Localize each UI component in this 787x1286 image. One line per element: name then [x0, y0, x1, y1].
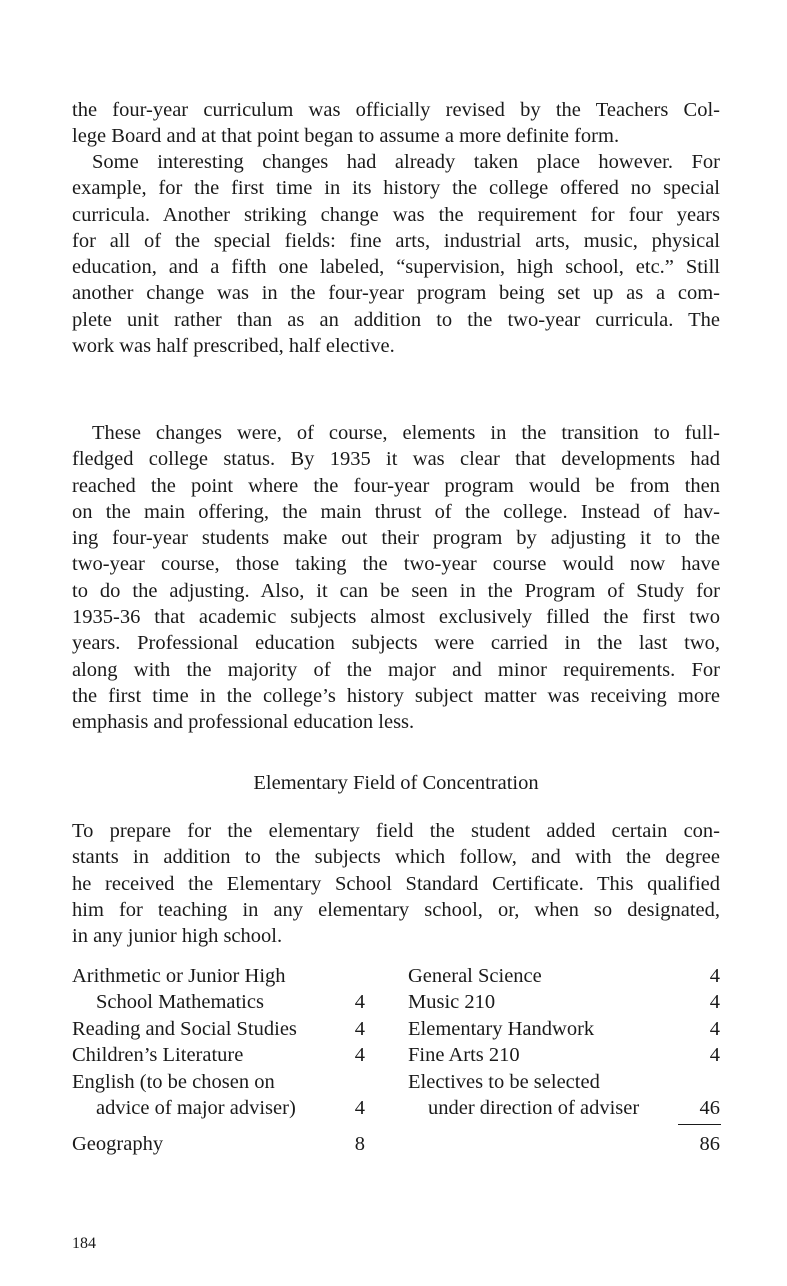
text-line: the four-year curriculum was officially revised by the Teachers Col- [72, 99, 720, 121]
text-line: reached the point where the four-year program would be from then [72, 474, 720, 497]
text-line: plete unit rather than as an addition to the two-year curricula. The [72, 308, 720, 331]
text-line: example, for the first time in its history the college offered no special [72, 177, 720, 200]
course-hours: 46 [699, 1097, 720, 1119]
course-name: Arithmetic or Junior High [72, 965, 286, 987]
text-line: years. Professional education subjects were carried in the last two, [72, 632, 720, 655]
text-line: ing four-year students make out their program by adjusting it to the [72, 527, 720, 550]
text-line: the first time in the college’s history subject matter was receiving more [72, 684, 720, 707]
course-name: General Science [408, 965, 542, 987]
text-line: stants in addition to the subjects which follow, and with the degree [72, 846, 720, 869]
course-name: Geography [72, 1133, 164, 1155]
text-line: 1935-36 that academic subjects almost exclusively filled the first two [72, 606, 720, 629]
course-name: Electives to be selected [408, 1071, 600, 1093]
text-line: work was half prescribed, half elective. [72, 335, 395, 358]
course-hours: 4 [354, 991, 365, 1013]
page-number: 184 [72, 1235, 96, 1252]
course-name: advice of major adviser) [96, 1097, 296, 1119]
course-hours: 4 [709, 991, 720, 1013]
course-name: English (to be chosen on [72, 1071, 275, 1093]
course-hours: 4 [354, 1044, 365, 1066]
text-line: To prepare for the elementary field the student added certain con- [72, 820, 720, 842]
paragraph-4 [72, 818, 720, 949]
total-rule [678, 1124, 721, 1125]
course-hours: 4 [354, 1097, 365, 1119]
course-name: Children’s Literature [72, 1044, 244, 1066]
course-hours: 8 [354, 1133, 365, 1155]
course-hours: 4 [709, 1018, 720, 1040]
text-line: fledged college status. By 1935 it was clear that developments had [72, 448, 720, 471]
course-hours: 4 [354, 1018, 365, 1040]
section-heading: Elementary Field of Concentration [253, 772, 539, 794]
text-line: curricula. Another striking change was the requirement for four years [72, 203, 720, 226]
paragraph-1 [72, 97, 720, 150]
text-line: emphasis and professional education less. [72, 711, 415, 734]
text-line: for all of the special fields: fine arts, industrial arts, music, physical [72, 229, 720, 252]
text-line: two-year course, those taking the two-year course would now have [72, 553, 720, 576]
paragraph-3 [72, 420, 720, 736]
text-line: education, and a fifth one labeled, “supervision, high school, etc.” Still [72, 256, 720, 279]
course-hours: 4 [709, 1044, 720, 1066]
total-hours: 86 [699, 1133, 720, 1155]
text-line: him for teaching in any elementary school, or, when so designated, [72, 898, 720, 921]
text-line: he received the Elementary School Standard Certificate. This qualified [72, 872, 720, 895]
text-line: on the main offering, the main thrust of the college. Instead of hav- [72, 500, 720, 523]
text-line: These changes were, of course, elements in the transition to full- [92, 422, 720, 444]
text-line: another change was in the four-year program being set up as a com- [72, 282, 720, 305]
text-line: lege Board and at that point began to assume a more definite form. [72, 125, 620, 148]
course-name: Reading and Social Studies [72, 1018, 297, 1040]
course-name: Music 210 [408, 991, 496, 1013]
course-name: School Mathematics [96, 991, 264, 1013]
course-hours: 4 [709, 965, 720, 987]
text-line: in any junior high school. [72, 925, 283, 948]
course-name: under direction of adviser [428, 1097, 640, 1119]
paragraph-2 [72, 149, 720, 359]
course-name: Fine Arts 210 [408, 1044, 520, 1066]
text-line: along with the majority of the major and minor requirements. For [72, 658, 720, 681]
text-line: Some interesting changes had already taken place however. For [92, 151, 720, 173]
course-name: Elementary Handwork [408, 1018, 595, 1040]
text-line: to do the adjusting. Also, it can be seen in the Program of Study for [72, 579, 720, 602]
